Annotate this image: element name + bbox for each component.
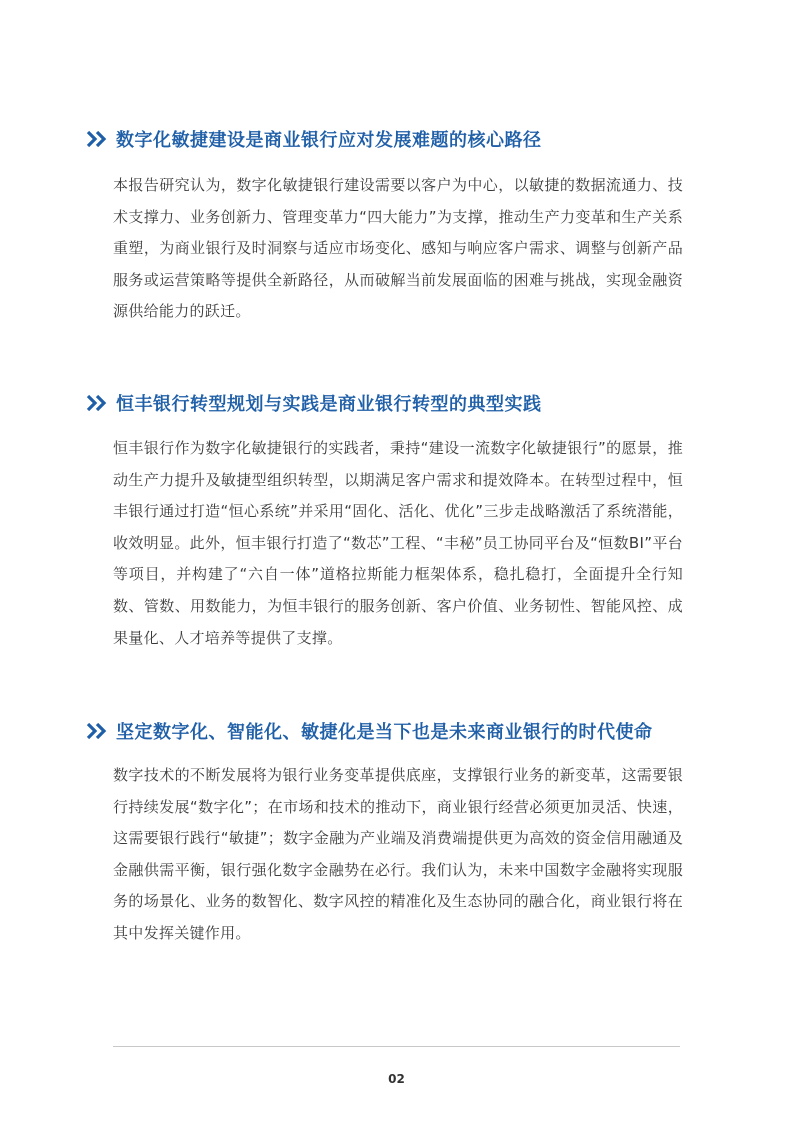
section-2-heading: [86, 390, 542, 416]
section-2-title: 恒丰银行转型规划与实践是商业银行转型的典型实践: [116, 394, 542, 415]
footer-divider: [113, 1046, 680, 1047]
page-number: 02: [388, 1072, 405, 1086]
double-chevron-right-icon: [86, 722, 108, 740]
section-1-body: 本报告研究认为，数字化敏捷银行建设需要以客户为中心，以敏捷的数据流通力、技术支撑力、业务创新力、管理变革力“四大能力”为支撑，推动生产力变革和生产关系重塑，为商业银行及时洞察与适应市场变化、感知与响应客户需求、调整与创新产品服务或运营策略等提供全新路径，从而破解当前发展面临的困难与挑战，实现金融资源供给能力的跃迁。: [113, 176, 683, 321]
section-2-body: 恒丰银行作为数字化敏捷银行的实践者，秉持“建设一流数字化敏捷银行”的愿景，推动生产力提升及敏捷型组织转型，以期满足客户需求和提效降本。在转型过程中，恒丰银行通过打造“恒心系统”并采用“固化、活化、优化”三步走战略激活了系统潜能，收效明显。此外，恒丰银行打造了“数芯”工程、“丰秘”员工协同平台及“恒数BI”平台等项目，并构建了“六自一体”道格拉斯能力框架体系，稳扎稳打，全面提升全行知数、管数、用数能力，为恒丰银行的服务创新、客户价值、业务韧性、智能风控、成果量化、人才培养等提供了支撑。: [113, 439, 683, 647]
section-3-heading: [86, 718, 653, 744]
double-chevron-right-icon: [86, 394, 108, 412]
section-1-title: 数字化敏捷建设是商业银行应对发展难题的核心路径: [116, 130, 542, 151]
section-3-body: 数字技术的不断发展将为银行业务变革提供底座，支撑银行业务的新变革，这需要银行持续发展“数字化”；在市场和技术的推动下，商业银行经营必须更加灵活、快速，这需要银行践行“敏捷”；数字金融为产业端及消费端提供更为高效的资金信用融通及金融供需平衡，银行强化数字金融势在必行。我们认为，未来中国数字金融将实现服务的场景化、业务的数智化、数字风控的精准化及生态协同的融合化，商业银行将在其中发挥关键作用。: [113, 766, 683, 942]
section-1-heading: [86, 126, 542, 152]
double-chevron-right-icon: [86, 130, 108, 148]
section-3-title: 坚定数字化、智能化、敏捷化是当下也是未来商业银行的时代使命: [116, 722, 653, 743]
